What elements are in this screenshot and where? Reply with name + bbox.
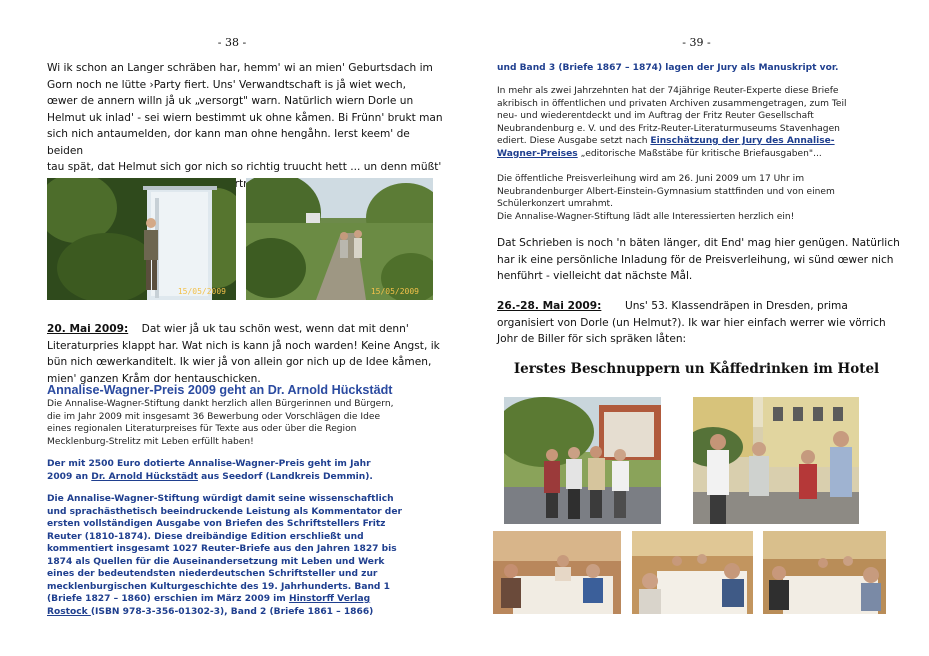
text-line: eines der bedeutendsten niederdeutschen Schriftsteller und zur bbox=[47, 569, 378, 579]
text-line: Neubrandenburger Albert-Einstein-Gymnasium stattfinden und von einem bbox=[497, 186, 835, 197]
may26-entry bbox=[497, 298, 922, 348]
text-line bbox=[497, 135, 922, 148]
group-photo-hotel bbox=[693, 397, 859, 524]
garden-party-photo bbox=[47, 178, 236, 300]
text-line: 1874 als Quellen für die Auseinandersetzung mit Leben und Werk bbox=[47, 556, 385, 567]
text-line: henführt - vielleicht dat nächste Mål. bbox=[497, 270, 693, 282]
text-span: (ISBN 978-3-356-01302-3), Band 2 (Briefe 1861 – 1866) bbox=[90, 606, 374, 617]
honor-paragraph bbox=[47, 493, 462, 618]
may20-entry bbox=[47, 321, 447, 387]
text-line: Mecklenburg-Strelitz mit Leben erfüllt haben! bbox=[47, 436, 254, 447]
text-line: neu- und wiederentdeckt und im Auftrag der Fritz Reuter Gesellschaft bbox=[497, 111, 814, 121]
publisher-city-link[interactable]: Rostock bbox=[47, 606, 91, 617]
text-line: tau spät, dat Helmut sich gor nich so richtig truucht hett ... un denn müßt' bbox=[47, 161, 442, 173]
text-line: kommentiert insgesamt 1027 Reuter-Briefe aus den Jahren 1827 bis bbox=[47, 544, 397, 554]
prize-paragraph bbox=[47, 398, 457, 448]
group-photo-street bbox=[504, 397, 661, 524]
text-line: Helmut uk inlad' - sei wiern bestimmt uk ohne kåmen. Bi Frünn' brukt man bbox=[47, 111, 443, 124]
text-span: (Briefe 1827 – 1860) erschien im März 2009 im bbox=[47, 594, 289, 604]
text-line: Die Annalise-Wagner-Stiftung dankt herzlich allen Bürgerinnen und Bürgern, bbox=[47, 399, 394, 409]
text-line bbox=[47, 606, 462, 619]
text-span: ediert. Diese Ausgabe setzt nach bbox=[497, 136, 651, 146]
text-line: Reuter (1810-1874). Diese dreibändige Edition erschließt und bbox=[47, 531, 364, 542]
text-line: Die Annalise-Wagner-Stiftung lädt alle Interessierten herzlich ein! bbox=[497, 211, 795, 222]
text-line: Literaturpries klappt har. Wat nich is kann jå noch warden! Keine Angst, ik bbox=[47, 339, 440, 352]
entry-date: 20. Mai 2009: bbox=[47, 323, 129, 335]
band3-line: und Band 3 (Briefe 1867 – 1874) lagen der Jury als Manuskript vor. bbox=[497, 63, 839, 73]
text-line: Schülerkonzert umrahmt. bbox=[497, 199, 614, 209]
text-line: mecklenburgischen Kulturgeschichte des 19. Jahrhunderts. Band 1 bbox=[47, 581, 390, 592]
right-page bbox=[464, 0, 929, 656]
text-line: Wi ik schon an Langer schräben har, hemm' wi an mien' Geburtsdach im bbox=[47, 62, 433, 74]
text-line: Dat Schrieben is noch 'n bäten länger, dit End' mag hier genügen. Natürlich bbox=[497, 237, 900, 249]
text-line: In mehr als zwei Jahrzehnten hat der 74jährige Reuter-Experte diese Briefe bbox=[497, 86, 839, 96]
dinner-photo-1 bbox=[493, 531, 621, 614]
text-line: mien' ganzen Kråm dor hentauschicken. bbox=[47, 372, 261, 385]
text-line: eines regionalen Literaturpreises für Texte aus oder über die Region bbox=[47, 424, 357, 434]
text-span: „editorische Maßstäbe für kritische Briefausgaben"... bbox=[577, 148, 822, 159]
text-line: Die öffentliche Preisverleihung wird am 26. Juni 2009 um 17 Uhr im bbox=[497, 174, 805, 184]
text-line: die im Jahr 2009 mit insgesamt 36 Bewerbung oder Vorschlägen die Idee bbox=[47, 411, 381, 422]
text-line: ersten vollständigen Ausgabe von Briefen des Schriftstellers Fritz bbox=[47, 519, 386, 529]
dinner-photo-2 bbox=[632, 531, 753, 614]
text-line bbox=[47, 471, 457, 484]
photo-date-stamp: 15/05/2009 bbox=[177, 287, 226, 296]
ceremony-paragraph bbox=[497, 173, 922, 223]
text-line: akribisch in öffentlichen und privaten Archiven zusammengetragen, zum Teil bbox=[497, 98, 847, 109]
entry-text: Uns' 53. Klassendräpen in Dresden, prima bbox=[624, 300, 848, 312]
jury-link[interactable]: Einschätzung der Jury des Annalise- bbox=[650, 136, 835, 146]
dinner-photo-3 bbox=[763, 531, 886, 614]
text-line bbox=[47, 321, 447, 338]
winner-link[interactable]: Dr. Arnold Hückstädt bbox=[91, 471, 198, 482]
closing-text bbox=[497, 235, 922, 285]
publisher-link[interactable]: Hinstorff Verlag bbox=[288, 594, 371, 604]
text-line: Gorn noch ne lütte ›Party fiert. Uns' Verwandtschaft is jå wiet wech, bbox=[47, 78, 407, 91]
text-line: œwer de annern willn jå uk „versorgt" warn. Natürlich wiern Dorle un bbox=[47, 95, 414, 107]
text-line: Die Annalise-Wagner-Stiftung würdigt damit seine wissenschaftlich bbox=[47, 494, 394, 504]
text-line: har ik eine persönliche Inladung för de Preisverleihung, wi sünd œwer nich bbox=[497, 253, 894, 266]
photo-date-stamp: 15/05/2009 bbox=[370, 287, 419, 296]
text-line: Johr de Biller för sich spräken låten: bbox=[497, 333, 687, 345]
text-span: 2009 an bbox=[47, 471, 92, 482]
entry-date: 26.-28. Mai 2009: bbox=[497, 300, 602, 312]
photo-section-title: Iersteѕ Beschnuppern un Kåffedrinken im Hotel bbox=[513, 361, 880, 377]
text-line: und sprachästhetisch beeindruckende Leistung als Kommentator der bbox=[47, 506, 402, 517]
prize-heading: Annalise-Wagner-Preis 2009 geht an Dr. Arnold Hückstädt bbox=[47, 383, 393, 397]
text-span: aus Seedorf (Landkreis Demmin). bbox=[197, 471, 373, 482]
text-line bbox=[497, 298, 922, 315]
page-number: - 39 - bbox=[682, 36, 711, 49]
text-line: organisiert von Dorle (un Helmut?). Ik war hier einfach werrer wie vörrich bbox=[497, 316, 886, 329]
editor-paragraph bbox=[497, 85, 922, 160]
text-line bbox=[47, 593, 462, 606]
garden-path-photo bbox=[246, 178, 433, 300]
entry-text: Dat wier jå uk tau schön west, wenn dat mit denn' bbox=[141, 323, 409, 335]
award-statement bbox=[47, 458, 457, 483]
jury-link-continued[interactable]: Wagner-Preises bbox=[497, 148, 578, 159]
intro-text bbox=[47, 60, 447, 192]
text-line: Der mit 2500 Euro dotierte Annalise-Wagner-Preis geht im Jahr bbox=[47, 459, 371, 469]
left-page bbox=[0, 0, 464, 656]
page-number: - 38 - bbox=[217, 36, 247, 49]
text-line: sich nich antaumelden, dor kann man ohne hengåhn. Ierst keem' de beiden bbox=[47, 128, 410, 157]
text-line: Neubrandenburg e. V. und des Fritz-Reuter-Literaturmuseums Stavenhagen bbox=[497, 123, 840, 134]
text-line bbox=[497, 148, 922, 161]
text-line: bün nich œwerkanditelt. Ik wier jå von allein gor nich up de Idee kåmen, bbox=[47, 356, 432, 368]
